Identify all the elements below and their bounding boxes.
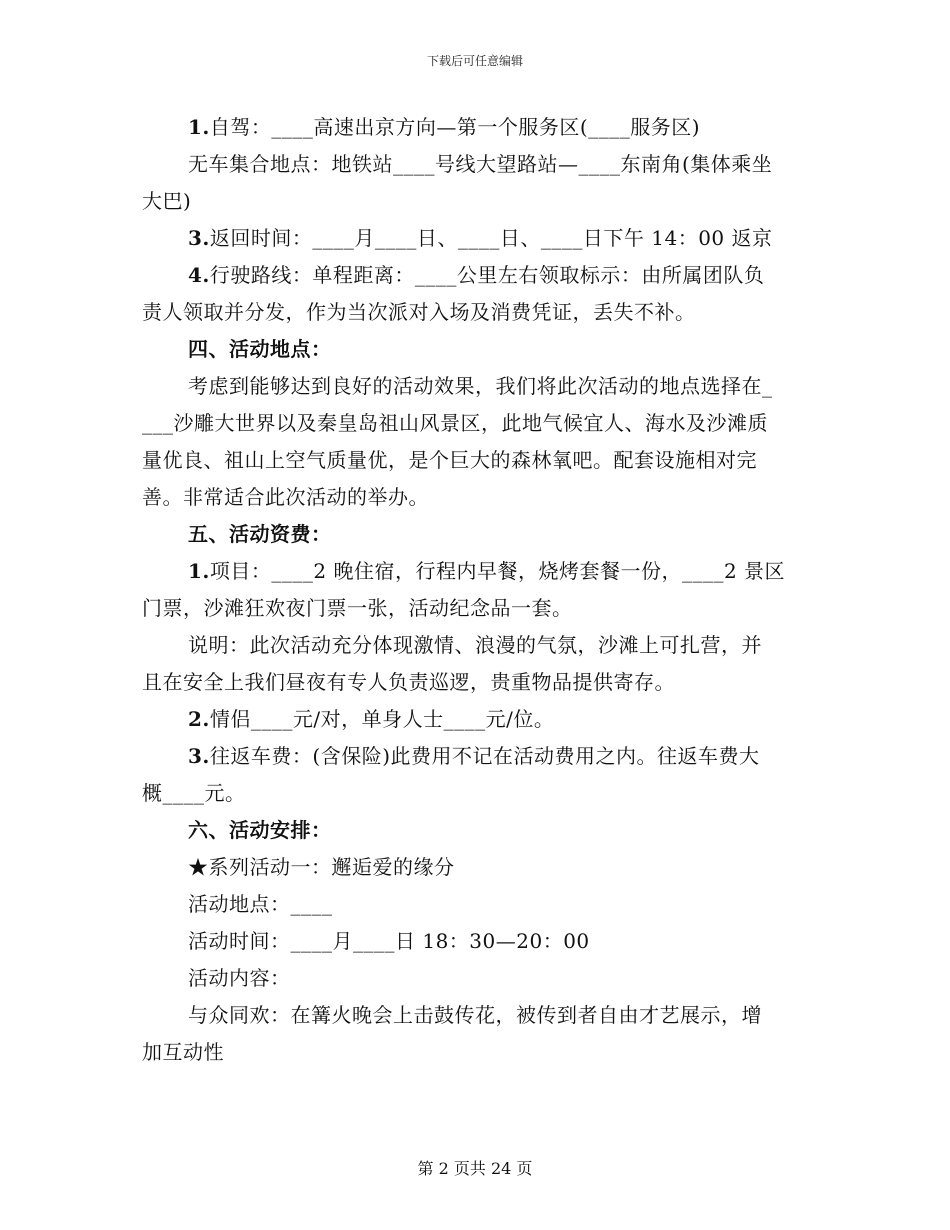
section-heading [188,337,868,361]
text-line [142,189,822,213]
line-text: 责人领取并分发，作为当次派对入场及消费凭证，丢失不补。 [142,300,696,324]
text-line [188,263,868,287]
line-text: 加互动性 [142,1040,224,1064]
line-text: 说明：此次活动充分体现激情、浪漫的气氛，沙滩上可扎营，并 [188,633,762,657]
text-line [188,115,868,139]
text-line [188,855,868,879]
text-line [188,744,868,768]
text-line [142,596,822,620]
item-number: 2. [188,707,210,731]
line-text: 概____元。 [142,781,246,805]
line-text: 考虑到能够达到良好的活动效果，我们将此次活动的地点选择在_ [188,374,773,398]
line-text: 且在安全上我们昼夜有专人负责巡逻，贵重物品提供寄存。 [142,670,675,694]
line-text: 大巴) [142,189,192,213]
text-line [188,633,868,657]
text-line [188,892,868,916]
text-line [142,448,822,472]
line-text: 四、活动地点： [188,337,332,361]
line-text: ★系列活动一：邂逅爱的缘分 [188,855,455,879]
item-number: 1. [188,559,210,583]
item-number: 1. [188,115,210,139]
text-line [142,670,822,694]
line-text: 无车集合地点：地铁站____号线大望路站—____东南角(集体乘坐 [188,152,773,176]
line-text: 活动内容： [188,966,291,990]
line-text: 与众同欢：在篝火晚会上击鼓传花，被传到者自由才艺展示，增 [188,1003,762,1027]
text-line [188,226,868,250]
line-text: 情侣____元/对，单身人士____元/位。 [209,707,555,731]
text-line [142,781,822,805]
text-line [188,152,868,176]
page-header: 下载后可任意编辑 [426,54,523,68]
page-footer: 第 2 页共 24 页 [417,1159,533,1178]
line-text: 六、活动安排： [188,818,332,842]
text-line [188,1003,868,1027]
item-number: 3. [188,226,210,250]
line-text: 活动地点：____ [188,892,333,916]
line-text: 自驾：____高速出京方向—第一个服务区(____服务区) [209,115,700,139]
text-line [188,966,868,990]
item-number: 4. [188,263,210,287]
text-line [188,707,868,731]
text-line [142,411,822,435]
text-line [142,485,822,509]
section-heading [188,818,868,842]
line-text: 门票，沙滩狂欢夜门票一张，活动纪念品一套。 [142,596,573,620]
line-text: 量优良、祖山上空气质量优，是个巨大的森林氧吧。配套设施相对完 [142,448,757,472]
line-text: 活动时间：____月____日 18：30—20：00 [188,929,590,953]
line-text: 返回时间：____月____日、____日、____日下午 14：00 返京 [209,226,773,250]
text-line [188,929,868,953]
line-text: 往返车费：(含保险)此费用不记在活动费用之内。往返车费大 [209,744,760,768]
item-number: 3. [188,744,210,768]
text-line [188,374,868,398]
text-line [188,559,868,583]
line-text: 项目：____2 晚住宿，行程内早餐，烧烤套餐一份，____2 景区 [209,559,786,583]
line-text: 五、活动资费： [188,522,332,546]
line-text: 行驶路线：单程距离：____公里左右领取标示：由所属团队负 [209,263,765,287]
line-text: ___沙雕大世界以及秦皇岛祖山风景区，此地气候宜人、海水及沙滩质 [142,411,768,435]
text-line [142,1040,822,1064]
section-heading [188,522,868,546]
line-text: 善。非常适合此次活动的举办。 [142,485,429,509]
text-line [142,300,822,324]
